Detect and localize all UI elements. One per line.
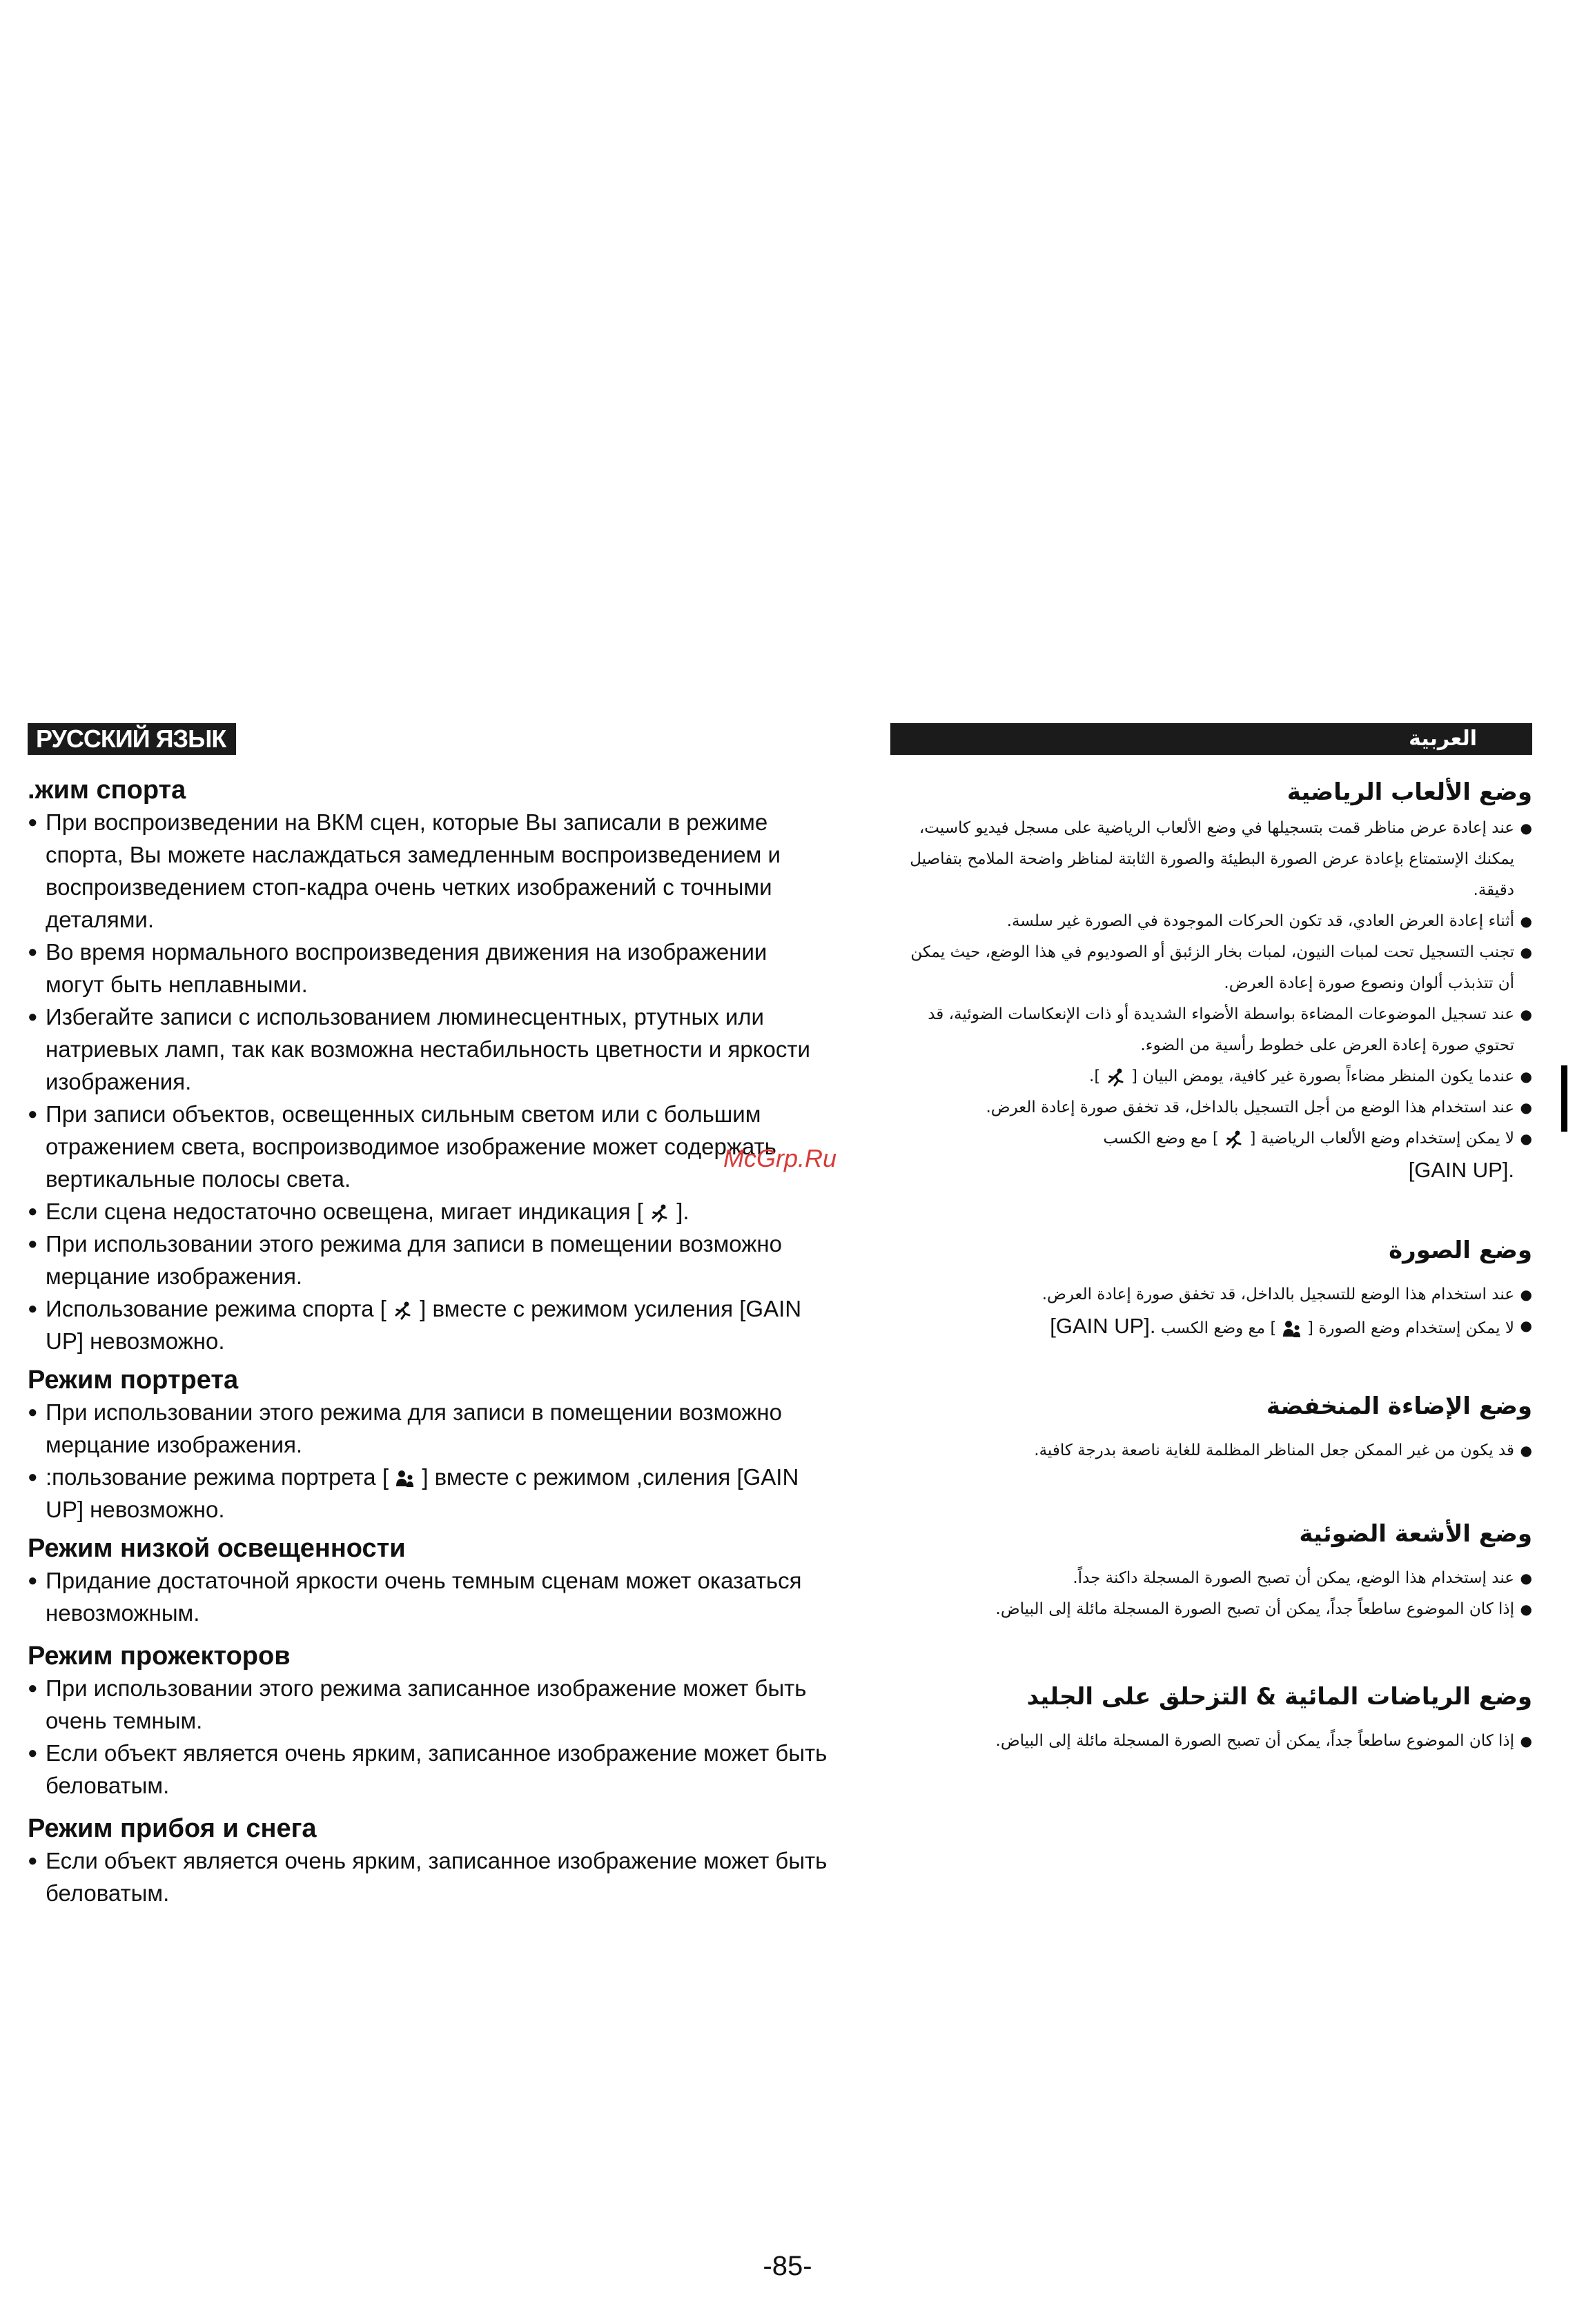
page-number: -85- [763,2251,812,2281]
list-item-text: لا يمكن إستخدام وضع الصورة [ [1307,1319,1514,1337]
list-item: ● إذا كان الموضوع ساطعاً جداً، يمكن أن تصبح الصورة المسجلة مائلة إلى البياض. [890,1594,1532,1625]
sports-icon [1106,1067,1126,1087]
list-item-text: ] مع وضع الكسب [1160,1319,1277,1337]
list-item [28,1461,828,1526]
list-item [890,1310,1532,1344]
list-item: ● أثناء إعادة العرض العادي، قد تكون الحركات الموجودة في الصورة غير سلسة. [890,906,1532,937]
list-item: ● При записи объектов, освещенных сильным светом или с большим отражением света, воспроизводимое изображение может содержать вертикальные полосы света. [28,1098,828,1195]
list-item-text: ]. [676,1199,689,1224]
ru-section-spotlight [28,1640,828,1802]
list-item: ● При воспроизведении на ВКМ сцен, которые Вы записали в режиме спорта, Вы можете наслаждаться замедленным воспроизведением и воспроизведением стоп-кадра очень четких изображений с точными деталями. [28,806,828,936]
list-item: ● При использовании этого режима для записи в помещении возможно мерцание изображения. [28,1228,828,1292]
russian-column [28,723,828,1909]
list-item: ● Придание достаточной яркости очень темным сценам может оказаться невозможным. [28,1564,828,1629]
ru-section-low-light [28,1533,828,1629]
list-item-text: ] вместе с режимом ,силения [GAIN UP] невозможно. [46,1464,799,1522]
list-item-text: عندما يكون المنظر مضاءاً بصورة غير كافية، يومض البيان [ [1131,1067,1514,1085]
list-item: ● عند إستخدام هذا الوضع، يمكن أن تصبح الصورة المسجلة داكنة جداً. [890,1563,1532,1594]
gain-up-label: [GAIN UP]. [1408,1158,1514,1182]
ru-section-title: Режим низкой освещенности [28,1534,406,1563]
ar-section-surf-snow [890,1676,1532,1757]
russian-language-label: РУССКИЙ ЯЗЫК [28,723,236,755]
ru-section-portrait [28,1364,828,1526]
list-item: ● إذا كان الموضوع ساطعاً جداً، يمكن أن تصبح الصورة المسجلة مائلة إلى البياض. [890,1726,1532,1757]
ar-section-low-light [890,1386,1532,1466]
ru-section-surf-snow [28,1813,828,1909]
list-item: ● При использовании этого режима для записи в помещении возможно мерцание изображения. [28,1396,828,1461]
ar-section-title: وضع الرياضات المائية & التزحلق على الجليد [1026,1683,1532,1711]
sports-icon [649,1203,670,1223]
watermark: McGrp.Ru [723,1144,837,1172]
list-item: ● عند استخدام هذا الوضع للتسجيل بالداخل، قد تخفق صورة إعادة العرض. [890,1279,1532,1310]
list-item: ● Если объект является очень ярким, записанное изображение может быть беловатым. [28,1844,828,1909]
list-item [28,1292,828,1357]
ar-section-title: وضع الصورة [1389,1237,1532,1264]
ru-section-title: Режим портрета [28,1366,239,1395]
list-item-text: :пользование режима портрета [ [46,1464,389,1490]
gain-up-label: [GAIN UP]. [1050,1314,1156,1338]
list-item: ● Во время нормального воспроизведения движения на изображении могут быть неплавными. [28,936,828,1001]
arabic-language-label: العربية [890,723,1532,755]
portrait-icon [395,1468,415,1489]
ar-section-sports [890,771,1532,1188]
ru-section-title: Режим прибоя и снега [28,1814,317,1843]
list-item-text: ] مع وضع الكسب [1103,1130,1219,1148]
sports-icon [1224,1129,1244,1150]
list-item-text: Если сцена недостаточно освещена, мигает индикация [ [46,1199,643,1224]
ar-section-title: وضع الأشعة الضوئية [1299,1520,1532,1548]
arabic-column [890,723,1532,1757]
ru-section-title: Режим прожекторов [28,1642,291,1671]
list-item [28,1195,828,1228]
list-item: ● عند استخدام هذا الوضع من أجل التسجيل بالداخل، قد تخفق صورة إعادة العرض. [890,1092,1532,1123]
list-item: ● При использовании этого режима записанное изображение может быть очень темным. [28,1672,828,1737]
list-item: ● Избегайте записи с использованием люминесцентных, ртутных или натриевых ламп, так как возможна нестабильность цветности и яркости изображения. [28,1001,828,1098]
list-item [890,1123,1532,1188]
ar-section-title: وضع الألعاب الرياضية [1287,778,1532,806]
list-item-text: Использование режима спорта [ [46,1296,387,1321]
list-item: ● عند تسجيل الموضوعات المضاءة بواسطة الأضواء الشديدة أو ذات الإنعكاسات الضوئية، قد تحتوي صورة إعادة العرض على خطوط رأسية من الضوء. [890,999,1532,1061]
ar-section-title: وضع الإضاءة المنخفضة [1266,1392,1532,1420]
list-item: ● تجنب التسجيل تحت لمبات النيون، لمبات بخار الزئبق أو الصوديوم في هذا الوضع، حيث يمكن أن تتذبذب ألوان ونصوع صورة إعادة العرض. [890,937,1532,999]
list-item [890,1061,1532,1092]
ar-section-spotlight [890,1513,1532,1625]
ar-section-portrait [890,1230,1532,1344]
list-item-text: ]. [1089,1067,1101,1085]
list-item: ● Если объект является очень ярким, записанное изображение может быть беловатым. [28,1737,828,1802]
list-item-text: ] вместе с режимом усиления [GAIN UP] невозможно. [46,1296,802,1354]
list-item-text: لا يمكن إستخدام وضع الألعاب الرياضية [ [1249,1130,1514,1148]
list-item: ● قد يكون من غير الممكن جعل المناظر المظلمة للغاية ناصعة بدرجة كافية. [890,1435,1532,1466]
sports-icon [393,1300,413,1321]
list-item: ● عند إعادة عرض مناظر قمت بتسجيلها في وضع الألعاب الرياضية على مسجل فيديو كاسيت، يمكنك الإستمتاع بإعادة عرض الصورة البطيئة والصورة الثابتة لمناظر واضحة الملامح بتفاصيل دقيقة. [890,813,1532,906]
side-tab-marker [1561,1065,1567,1132]
ru-section-sports [28,774,828,1357]
ru-section-title: .жим спорта [28,776,186,805]
portrait-icon [1282,1319,1302,1339]
